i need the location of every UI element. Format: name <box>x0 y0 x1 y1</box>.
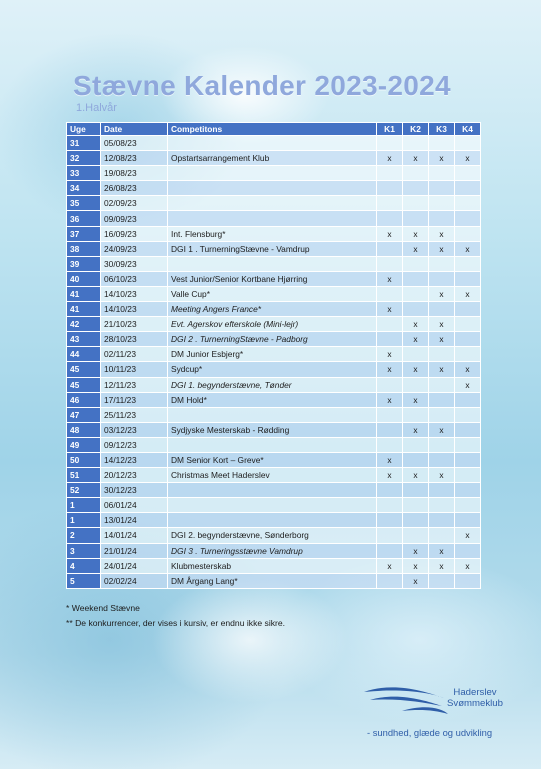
cell-k3 <box>429 166 455 181</box>
cell-uge: 35 <box>67 196 101 211</box>
cell-k2 <box>403 347 429 362</box>
cell-uge: 5 <box>67 573 101 588</box>
cell-date: 02/09/23 <box>101 196 168 211</box>
cell-comp: Meeting Angers France* <box>168 302 377 317</box>
cell-k1: x <box>377 452 403 467</box>
cell-k3 <box>429 573 455 588</box>
cell-k3 <box>429 181 455 196</box>
cell-comp: DGI 3 . Turneringsstævne Vamdrup <box>168 543 377 558</box>
cell-date: 02/11/23 <box>101 347 168 362</box>
cell-uge: 3 <box>67 543 101 558</box>
cell-k4 <box>455 392 481 407</box>
cell-k1 <box>377 528 403 543</box>
cell-k1 <box>377 181 403 196</box>
cell-date: 21/10/23 <box>101 317 168 332</box>
cell-k1 <box>377 377 403 392</box>
cell-k1: x <box>377 392 403 407</box>
header-uge: Uge <box>67 123 101 136</box>
cell-comp: Klubmesterskab <box>168 558 377 573</box>
cell-k4 <box>455 226 481 241</box>
cell-uge: 40 <box>67 271 101 286</box>
table-row <box>67 302 481 317</box>
cell-uge: 49 <box>67 437 101 452</box>
cell-k4 <box>455 437 481 452</box>
cell-k4 <box>455 498 481 513</box>
cell-uge: 45 <box>67 377 101 392</box>
cell-k1 <box>377 211 403 226</box>
cell-uge: 44 <box>67 347 101 362</box>
cell-date: 25/11/23 <box>101 407 168 422</box>
cell-uge: 32 <box>67 151 101 166</box>
footnotes <box>66 601 285 631</box>
header-date: Date <box>101 123 168 136</box>
cell-comp: DM Hold* <box>168 392 377 407</box>
cell-k4 <box>455 513 481 528</box>
table-row <box>67 498 481 513</box>
cell-uge: 51 <box>67 468 101 483</box>
footnote-weekend: * Weekend Stævne <box>66 603 140 613</box>
table-row <box>67 573 481 588</box>
table-row <box>67 392 481 407</box>
cell-date: 16/09/23 <box>101 226 168 241</box>
cell-date: 28/10/23 <box>101 332 168 347</box>
cell-k2 <box>403 196 429 211</box>
cell-k2: x <box>403 241 429 256</box>
cell-k3: x <box>429 558 455 573</box>
cell-comp: Int. Flensburg* <box>168 226 377 241</box>
cell-k2 <box>403 513 429 528</box>
cell-uge: 37 <box>67 226 101 241</box>
cell-k2: x <box>403 317 429 332</box>
cell-k2 <box>403 407 429 422</box>
cell-k2 <box>403 256 429 271</box>
club-name-line1: Haderslev <box>453 687 497 698</box>
cell-k3 <box>429 377 455 392</box>
cell-k3: x <box>429 151 455 166</box>
cell-date: 30/09/23 <box>101 256 168 271</box>
cell-k4 <box>455 452 481 467</box>
cell-k3 <box>429 302 455 317</box>
table-row <box>67 543 481 558</box>
cell-k4: x <box>455 241 481 256</box>
cell-uge: 52 <box>67 483 101 498</box>
cell-uge: 45 <box>67 362 101 377</box>
cell-k1: x <box>377 302 403 317</box>
cell-k2 <box>403 437 429 452</box>
cell-uge: 1 <box>67 498 101 513</box>
cell-comp: DM Junior Esbjerg* <box>168 347 377 362</box>
cell-k1 <box>377 422 403 437</box>
table-row <box>67 332 481 347</box>
cell-k1 <box>377 166 403 181</box>
cell-uge: 46 <box>67 392 101 407</box>
cell-date: 30/12/23 <box>101 483 168 498</box>
table-row <box>67 362 481 377</box>
cell-date: 12/08/23 <box>101 151 168 166</box>
cell-k4 <box>455 543 481 558</box>
cell-k1 <box>377 196 403 211</box>
cell-k4: x <box>455 377 481 392</box>
cell-k2 <box>403 528 429 543</box>
table-row <box>67 256 481 271</box>
cell-k3 <box>429 528 455 543</box>
cell-uge: 42 <box>67 317 101 332</box>
header-k3: K3 <box>429 123 455 136</box>
cell-date: 09/09/23 <box>101 211 168 226</box>
cell-comp: DM Senior Kort – Greve* <box>168 452 377 467</box>
cell-k2: x <box>403 226 429 241</box>
cell-k4 <box>455 483 481 498</box>
table-row <box>67 196 481 211</box>
cell-k2: x <box>403 468 429 483</box>
cell-k3 <box>429 407 455 422</box>
cell-date: 14/10/23 <box>101 286 168 301</box>
cell-uge: 43 <box>67 332 101 347</box>
cell-k2 <box>403 271 429 286</box>
cell-k2: x <box>403 558 429 573</box>
cell-k2 <box>403 483 429 498</box>
cell-k4: x <box>455 151 481 166</box>
table-row <box>67 377 481 392</box>
header-k1: K1 <box>377 123 403 136</box>
cell-comp <box>168 136 377 151</box>
table-row <box>67 422 481 437</box>
cell-k1: x <box>377 347 403 362</box>
cell-comp: Valle Cup* <box>168 286 377 301</box>
table-row <box>67 483 481 498</box>
cell-date: 14/01/24 <box>101 528 168 543</box>
cell-k3 <box>429 196 455 211</box>
cell-date: 09/12/23 <box>101 437 168 452</box>
table-row <box>67 317 481 332</box>
table-row <box>67 166 481 181</box>
table-row <box>67 558 481 573</box>
table-header-row <box>67 123 481 136</box>
cell-uge: 41 <box>67 286 101 301</box>
footnote-italic: ** De konkurrencer, der vises i kursiv, er endnu ikke sikre. <box>66 618 286 628</box>
cell-k3: x <box>429 241 455 256</box>
cell-k4 <box>455 166 481 181</box>
cell-date: 05/08/23 <box>101 136 168 151</box>
cell-date: 24/01/24 <box>101 558 168 573</box>
cell-uge: 48 <box>67 422 101 437</box>
table-row <box>67 347 481 362</box>
cell-k4 <box>455 468 481 483</box>
cell-comp <box>168 437 377 452</box>
cell-k1 <box>377 498 403 513</box>
cell-comp <box>168 166 377 181</box>
cell-uge: 47 <box>67 407 101 422</box>
cell-k1 <box>377 543 403 558</box>
cell-comp: DGI 2. begynderstævne, Sønderborg <box>168 528 377 543</box>
club-tagline: - sundhed, glæde og udvikling <box>367 727 493 738</box>
table-row <box>67 241 481 256</box>
table-row <box>67 136 481 151</box>
cell-date: 24/09/23 <box>101 241 168 256</box>
cell-uge: 33 <box>67 166 101 181</box>
cell-k3 <box>429 483 455 498</box>
cell-uge: 31 <box>67 136 101 151</box>
cell-uge: 50 <box>67 452 101 467</box>
cell-date: 20/12/23 <box>101 468 168 483</box>
cell-k2 <box>403 166 429 181</box>
cell-comp: DGI 1 . TurnerningStævne - Vamdrup <box>168 241 377 256</box>
cell-k2: x <box>403 543 429 558</box>
header-k2: K2 <box>403 123 429 136</box>
table-row <box>67 407 481 422</box>
cell-k1: x <box>377 271 403 286</box>
cell-comp: Sydcup* <box>168 362 377 377</box>
cell-k1 <box>377 136 403 151</box>
cell-date: 17/11/23 <box>101 392 168 407</box>
cell-k2 <box>403 211 429 226</box>
cell-k1: x <box>377 362 403 377</box>
cell-k3: x <box>429 226 455 241</box>
cell-k4: x <box>455 286 481 301</box>
cell-comp: Evt. Agerskov efterskole (Mini-lejr) <box>168 317 377 332</box>
cell-k1: x <box>377 468 403 483</box>
cell-comp <box>168 196 377 211</box>
cell-k4 <box>455 332 481 347</box>
cell-date: 06/10/23 <box>101 271 168 286</box>
cell-k1 <box>377 286 403 301</box>
cell-uge: 36 <box>67 211 101 226</box>
cell-k4 <box>455 181 481 196</box>
cell-k4: x <box>455 528 481 543</box>
cell-date: 14/10/23 <box>101 302 168 317</box>
header-competitions: Competitons <box>168 123 377 136</box>
cell-k4 <box>455 196 481 211</box>
cell-k4 <box>455 136 481 151</box>
cell-comp: Christmas Meet Haderslev <box>168 468 377 483</box>
cell-k4: x <box>455 558 481 573</box>
cell-k3: x <box>429 468 455 483</box>
cell-k1 <box>377 332 403 347</box>
cell-k2 <box>403 302 429 317</box>
cell-k3: x <box>429 286 455 301</box>
cell-date: 21/01/24 <box>101 543 168 558</box>
cell-date: 12/11/23 <box>101 377 168 392</box>
cell-k1 <box>377 256 403 271</box>
cell-k3 <box>429 513 455 528</box>
cell-k2 <box>403 136 429 151</box>
cell-k1 <box>377 437 403 452</box>
table-row <box>67 286 481 301</box>
cell-uge: 39 <box>67 256 101 271</box>
cell-comp: Opstartsarrangement Klub <box>168 151 377 166</box>
cell-uge: 2 <box>67 528 101 543</box>
cell-comp <box>168 483 377 498</box>
cell-k4 <box>455 271 481 286</box>
table-row <box>67 211 481 226</box>
cell-k1 <box>377 241 403 256</box>
cell-k4 <box>455 347 481 362</box>
table-row <box>67 151 481 166</box>
table-row <box>67 437 481 452</box>
cell-comp: Vest Junior/Senior Kortbane Hjørring <box>168 271 377 286</box>
cell-date: 14/12/23 <box>101 452 168 467</box>
cell-comp: DGI 2 . TurnerningStævne - Padborg <box>168 332 377 347</box>
club-name-line2: Svømmeklub <box>447 698 503 709</box>
table-row <box>67 226 481 241</box>
header-k4: K4 <box>455 123 481 136</box>
table-row <box>67 513 481 528</box>
cell-k2 <box>403 286 429 301</box>
cell-k4 <box>455 573 481 588</box>
table-row <box>67 528 481 543</box>
cell-uge: 1 <box>67 513 101 528</box>
table-row <box>67 452 481 467</box>
cell-k3 <box>429 347 455 362</box>
club-logo-text <box>447 687 503 709</box>
cell-k3: x <box>429 422 455 437</box>
cell-k2 <box>403 498 429 513</box>
table-row <box>67 468 481 483</box>
cell-k2 <box>403 377 429 392</box>
cell-k2: x <box>403 362 429 377</box>
cell-comp <box>168 498 377 513</box>
cell-k3 <box>429 136 455 151</box>
cell-comp <box>168 513 377 528</box>
cell-date: 03/12/23 <box>101 422 168 437</box>
cell-comp <box>168 256 377 271</box>
cell-date: 19/08/23 <box>101 166 168 181</box>
cell-k4 <box>455 256 481 271</box>
table-row <box>67 271 481 286</box>
cell-k2 <box>403 181 429 196</box>
cell-k3 <box>429 392 455 407</box>
cell-k3 <box>429 437 455 452</box>
cell-k2: x <box>403 392 429 407</box>
cell-uge: 38 <box>67 241 101 256</box>
cell-k1 <box>377 573 403 588</box>
cell-k3: x <box>429 362 455 377</box>
cell-k3 <box>429 271 455 286</box>
cell-date: 26/08/23 <box>101 181 168 196</box>
cell-k4 <box>455 422 481 437</box>
cell-k3: x <box>429 332 455 347</box>
cell-k1 <box>377 317 403 332</box>
cell-date: 13/01/24 <box>101 513 168 528</box>
cell-comp <box>168 181 377 196</box>
cell-k2: x <box>403 332 429 347</box>
table-row <box>67 181 481 196</box>
cell-date: 06/01/24 <box>101 498 168 513</box>
cell-uge: 34 <box>67 181 101 196</box>
cell-k3: x <box>429 543 455 558</box>
cell-comp <box>168 407 377 422</box>
cell-k3 <box>429 211 455 226</box>
cell-k1: x <box>377 226 403 241</box>
cell-k1: x <box>377 558 403 573</box>
cell-k2 <box>403 452 429 467</box>
cell-k1 <box>377 483 403 498</box>
cell-k2: x <box>403 151 429 166</box>
cell-comp: DM Årgang Lang* <box>168 573 377 588</box>
cell-k2: x <box>403 573 429 588</box>
cell-k2: x <box>403 422 429 437</box>
calendar-table <box>66 122 481 589</box>
page-title: Stævne Kalender 2023-2024 <box>73 70 451 101</box>
cell-comp <box>168 211 377 226</box>
cell-comp: DGI 1. begynderstævne, Tønder <box>168 377 377 392</box>
cell-k4: x <box>455 362 481 377</box>
cell-k4 <box>455 407 481 422</box>
cell-comp: Sydjyske Mesterskab - Rødding <box>168 422 377 437</box>
cell-k3 <box>429 256 455 271</box>
cell-k4 <box>455 302 481 317</box>
cell-k4 <box>455 211 481 226</box>
cell-k3: x <box>429 317 455 332</box>
cell-date: 02/02/24 <box>101 573 168 588</box>
cell-k1: x <box>377 151 403 166</box>
cell-k1 <box>377 513 403 528</box>
cell-date: 10/11/23 <box>101 362 168 377</box>
cell-uge: 41 <box>67 302 101 317</box>
cell-uge: 4 <box>67 558 101 573</box>
cell-k1 <box>377 407 403 422</box>
cell-k3 <box>429 498 455 513</box>
cell-k4 <box>455 317 481 332</box>
page-subtitle: 1.Halvår <box>76 102 117 114</box>
cell-k3 <box>429 452 455 467</box>
